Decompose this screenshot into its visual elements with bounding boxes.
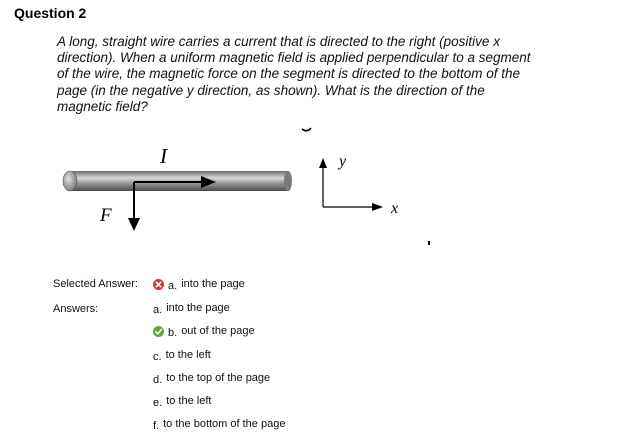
answer-option-b bbox=[153, 325, 255, 337]
selected-answer bbox=[153, 278, 245, 290]
answer-text: to the left bbox=[165, 349, 211, 361]
answer-option-a bbox=[153, 302, 230, 314]
incorrect-icon bbox=[153, 279, 164, 290]
answer-letter: e. bbox=[153, 397, 163, 409]
wire-right-end bbox=[284, 171, 292, 191]
answer-option-f bbox=[153, 418, 285, 430]
answer-option-c bbox=[153, 349, 211, 361]
answer-text: to the bottom of the page bbox=[163, 418, 286, 430]
y-axis-head bbox=[319, 158, 327, 168]
answer-option-d bbox=[153, 372, 270, 384]
answer-letter: b. bbox=[168, 327, 178, 339]
question-line: page (in the negative y direction, as shown). What is the direction of the bbox=[57, 82, 485, 98]
answer-letter: c. bbox=[153, 351, 162, 363]
stray-mark bbox=[302, 128, 311, 131]
check-icon bbox=[153, 326, 164, 337]
selected-answer-label: Selected Answer: bbox=[53, 278, 138, 290]
force-label: F bbox=[100, 205, 112, 226]
stray-dot bbox=[428, 241, 430, 245]
answer-letter: f. bbox=[153, 420, 160, 432]
question-line: magnetic field? bbox=[57, 98, 148, 114]
force-arrow-head bbox=[128, 218, 140, 231]
answer-text: to the top of the page bbox=[166, 372, 271, 384]
wire-left-end bbox=[63, 171, 77, 191]
question-title: Question 2 bbox=[14, 5, 87, 21]
answers-label: Answers: bbox=[53, 303, 99, 315]
answer-letter: d. bbox=[153, 374, 163, 386]
x-axis-label: x bbox=[391, 200, 399, 217]
current-label: I bbox=[160, 144, 167, 168]
x-axis-head bbox=[372, 203, 383, 211]
answer-text: into the page bbox=[181, 278, 245, 290]
answer-letter: a. bbox=[168, 280, 178, 292]
question-line: direction). When a uniform magnetic field is applied perpendicular to a segment bbox=[57, 50, 531, 66]
answer-text: out of the page bbox=[181, 325, 255, 337]
question-line: of the wire, the magnetic force on the segment is directed to the bottom of the bbox=[57, 66, 521, 82]
answer-text: to the left bbox=[166, 395, 212, 407]
question-line: A long, straight wire carries a current that is directed to the right (positive x bbox=[57, 34, 500, 49]
y-axis-label: y bbox=[339, 153, 347, 170]
answer-letter: a. bbox=[153, 304, 163, 316]
answer-option-e bbox=[153, 395, 211, 407]
answer-text: into the page bbox=[166, 302, 230, 314]
